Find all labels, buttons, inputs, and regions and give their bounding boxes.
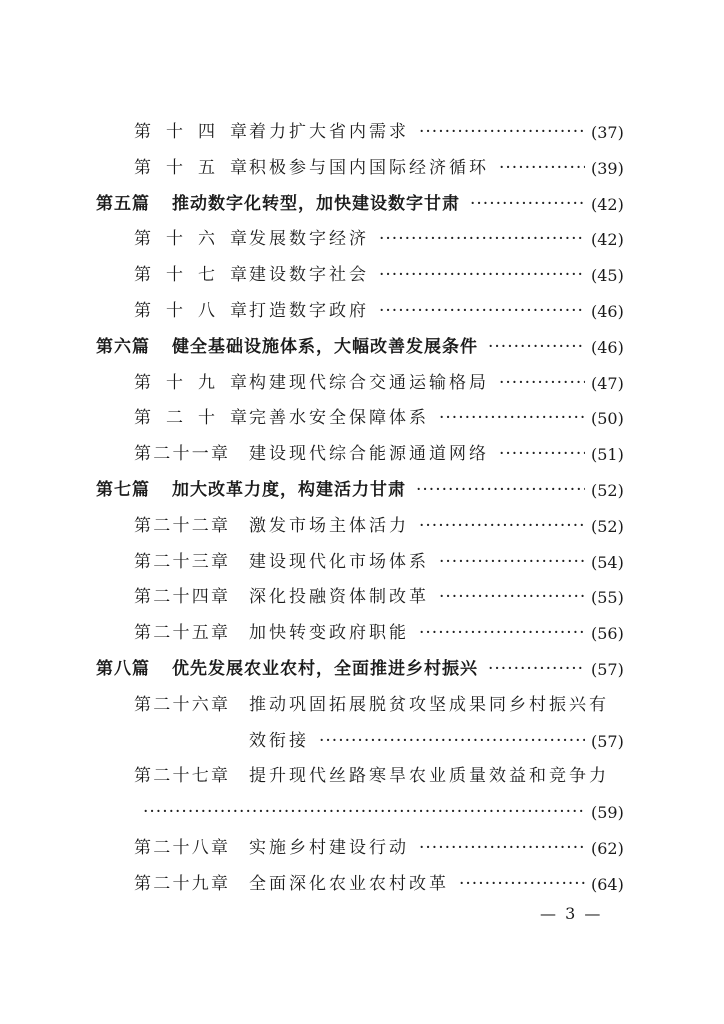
toc-leader-dots [470,187,585,223]
toc-entry-number: 第二十九章 [134,873,230,894]
toc-entry-page: (51) [591,445,624,465]
toc-chapter-row[interactable] [0,795,724,831]
toc-entry-title: 加快转变政府职能 [249,623,409,644]
toc-entry-number: 第二十八章 [134,837,230,858]
toc-entry-page: (57) [591,659,624,679]
toc-entry-number: 第十八章 [134,300,262,321]
toc-entry-page: (52) [591,516,624,536]
toc-part-row[interactable] [0,652,724,688]
toc-entry-title: 建设现代化市场体系 [249,551,429,572]
toc-entry-title: 打造数字政府 [249,300,369,321]
toc-entry-page: (46) [591,337,624,357]
toc-chapter-row[interactable] [0,580,724,616]
toc-leader-dots [143,795,585,831]
toc-entry-title: 积极参与国内国际经济循环 [249,157,489,178]
toc-entry-title: 深化投融资体制改革 [249,587,429,608]
toc-chapter-row[interactable] [0,759,724,795]
toc-chapter-row[interactable] [0,222,724,258]
toc-entry-page: (62) [591,838,624,858]
toc-entry-number: 第五篇 [96,193,150,214]
toc-leader-dots [439,401,585,437]
toc-entry-number: 第二十三章 [134,551,230,572]
toc-entry-page: (64) [591,874,624,894]
toc-entry-page: (42) [591,230,624,250]
toc-entry-number: 第二十章 [134,408,262,429]
toc-entry-number: 第十六章 [134,229,262,250]
toc-entry-number: 第二十二章 [134,515,230,536]
toc-entry-page: (37) [591,123,624,142]
toc-leader-dots [499,151,585,187]
toc-part-row[interactable] [0,330,724,366]
toc-chapter-row[interactable] [0,115,724,151]
toc-leader-dots [499,366,585,402]
toc-leader-dots [416,473,585,509]
toc-entry-title: 着力扩大省内需求 [249,122,409,142]
toc-entry-page: (45) [591,266,624,286]
toc-entry-title: 建设数字社会 [249,265,369,286]
toc-chapter-row[interactable] [0,294,724,330]
toc-leader-dots [419,616,585,652]
toc-entry-number: 第八篇 [96,658,150,679]
toc-entry-title: 效衔接 [249,730,309,751]
toc-leader-dots [488,330,585,366]
toc-chapter-row[interactable] [0,437,724,473]
toc-entry-page: (55) [591,588,624,608]
page-number: — 3 — [540,904,603,923]
toc-chapter-row[interactable] [0,151,724,187]
toc-entry-title: 提升现代丝路寒旱农业质量效益和竞争力 [249,766,609,787]
toc-chapter-row[interactable] [0,688,724,724]
toc-entry-page: (57) [591,731,624,751]
toc-entry-page: (54) [591,552,624,572]
toc-entry-page: (56) [591,624,624,644]
toc-entry-title: 激发市场主体活力 [249,515,409,536]
toc-entry-title: 完善水安全保障体系 [249,408,429,429]
toc-chapter-row[interactable] [0,545,724,581]
toc-chapter-row[interactable] [0,509,724,545]
toc-entry-number: 第六篇 [96,336,150,357]
toc-entry-title: 加大改革力度，构建活力甘肃 [172,479,406,500]
toc-entry-title: 实施乡村建设行动 [249,837,409,858]
toc-entry-page: (50) [591,409,624,429]
toc-entry-page: (59) [591,803,624,823]
toc-chapter-row[interactable] [0,831,724,867]
toc-leader-dots [379,294,585,330]
toc-leader-dots [419,831,585,867]
toc-entry-page: (39) [591,158,624,178]
toc-leader-dots [379,258,585,294]
toc-entry-title: 发展数字经济 [249,229,369,250]
toc-entry-number: 第二十四章 [134,587,230,608]
toc-chapter-row[interactable] [0,366,724,402]
toc-entry-number: 第二十五章 [134,623,230,644]
toc-chapter-row[interactable] [0,401,724,437]
toc-entry-number: 第二十六章 [134,694,230,715]
toc-chapter-row[interactable] [0,724,724,760]
toc-part-row[interactable] [0,187,724,223]
toc-chapter-row[interactable] [0,867,724,903]
toc-leader-dots [459,867,585,903]
toc-leader-dots [379,222,585,258]
toc-leader-dots [488,652,585,688]
toc-entry-title: 推动巩固拓展脱贫攻坚成果同乡村振兴有 [249,694,609,715]
toc-entry-title: 建设现代综合能源通道网络 [249,444,489,465]
toc-entry-number: 第二十七章 [134,766,230,787]
toc-entry-page: (52) [591,480,624,500]
toc-leader-dots [419,509,585,545]
toc-entry-page: (47) [591,373,624,393]
toc-chapter-row[interactable] [0,258,724,294]
toc-chapter-row[interactable] [0,616,724,652]
toc-leader-dots [499,437,585,473]
toc-entry-title: 推动数字化转型，加快建设数字甘肃 [172,193,460,214]
toc-entry-page: (46) [591,301,624,321]
toc-entry-title: 构建现代综合交通运输格局 [249,372,489,393]
toc-entry-title: 优先发展农业农村，全面推进乡村振兴 [172,658,478,679]
toc-part-row[interactable] [0,473,724,509]
toc-leader-dots [419,115,585,151]
toc-leader-dots [319,724,585,760]
toc-entry-number: 第二十一章 [134,444,230,465]
toc-leader-dots [439,545,585,581]
table-of-contents [0,115,724,903]
toc-entry-number: 第十七章 [134,265,262,286]
toc-entry-number: 第十五章 [134,157,262,178]
toc-entry-number: 第七篇 [96,479,150,500]
toc-entry-number: 第十九章 [134,372,262,393]
toc-entry-number: 第十四章 [134,122,262,142]
toc-leader-dots [439,580,585,616]
toc-entry-page: (42) [591,194,624,214]
toc-entry-title: 健全基础设施体系，大幅改善发展条件 [172,336,478,357]
toc-entry-title: 全面深化农业农村改革 [249,873,449,894]
